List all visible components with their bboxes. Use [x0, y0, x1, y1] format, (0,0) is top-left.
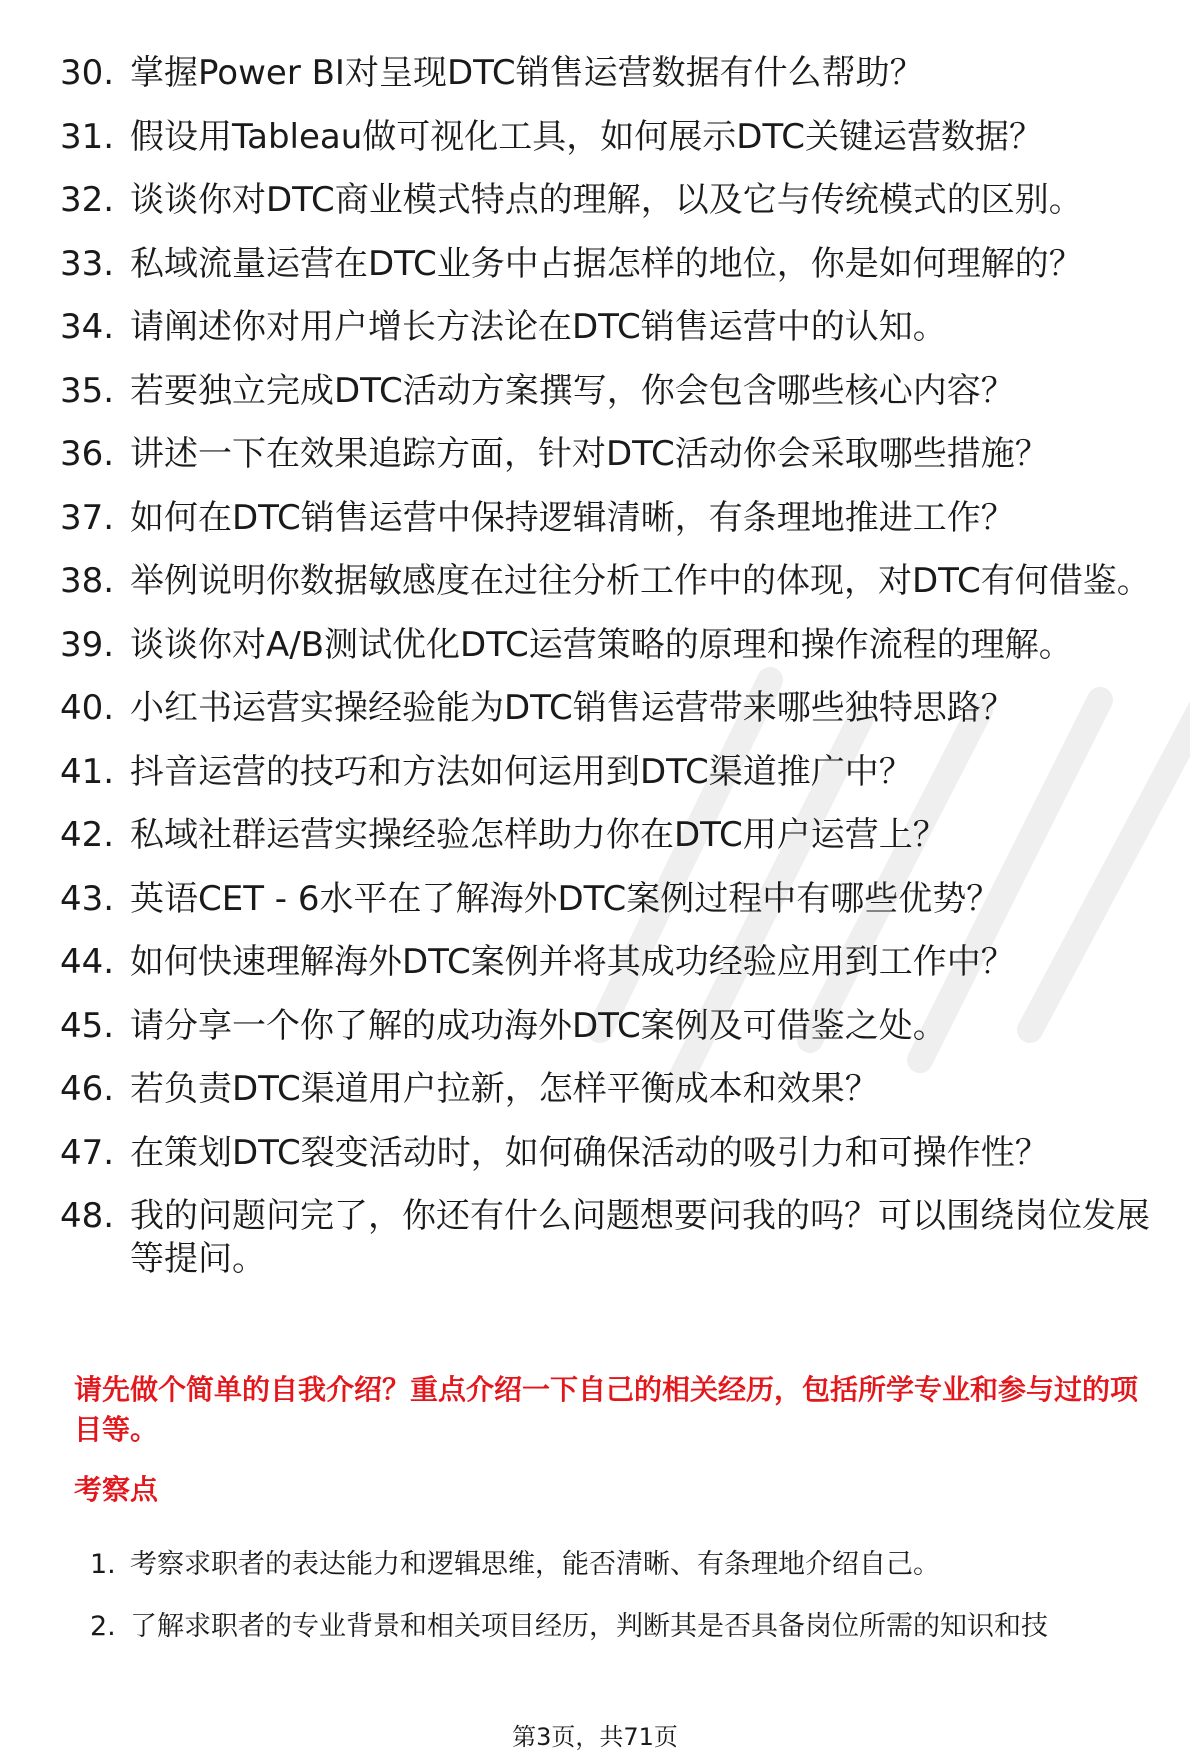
- question-number: 33.: [60, 243, 115, 284]
- point-text: 了解求职者的专业背景和相关项目经历，判断其是否具备岗位所需的知识和技: [130, 1611, 1048, 1642]
- question-text: 私域流量运营在DTC业务中占据怎样的地位，你是如何理解的？: [130, 243, 1083, 284]
- question-item: [60, 687, 1160, 730]
- section-heading: 请先做个简单的自我介绍？重点介绍一下自己的相关经历，包括所学专业和参与过的项目等。: [74, 1373, 1139, 1446]
- question-list: [60, 52, 1160, 1302]
- question-item: [60, 1005, 1160, 1048]
- question-number: 43.: [60, 878, 115, 919]
- question-item: [60, 497, 1160, 540]
- sub-heading: 考察点: [74, 1473, 159, 1506]
- point-text: 考察求职者的表达能力和逻辑思维，能否清晰、有条理地介绍自己。: [130, 1549, 940, 1580]
- question-item: [60, 624, 1160, 667]
- point-number: 1.: [90, 1549, 116, 1580]
- question-number: 42.: [60, 815, 115, 855]
- question-text: 掌握Power BI对呈现DTC销售运营数据有什么帮助？: [130, 53, 924, 93]
- assessment-point: [74, 1545, 1164, 1585]
- question-number: 32.: [60, 180, 115, 220]
- question-number: 37.: [60, 497, 115, 538]
- question-text: 请阐述你对用户增长方法论在DTC销售运营中的认知。: [130, 307, 947, 347]
- assessment-point-list: [74, 1545, 1164, 1669]
- question-text: 谈谈你对A/B测试优化DTC运营策略的原理和操作流程的理解。: [130, 624, 1073, 665]
- question-number: 45.: [60, 1005, 115, 1046]
- question-text: 在策划DTC裂变活动时，如何确保活动的吸引力和可操作性？: [130, 1132, 1049, 1173]
- question-item: [60, 878, 1160, 921]
- point-number: 2.: [90, 1611, 116, 1642]
- question-text: 若负责DTC渠道用户拉新，怎样平衡成本和效果？: [130, 1069, 879, 1109]
- question-item: [60, 1195, 1160, 1281]
- page-footer: 第3页，共71页: [512, 1723, 678, 1751]
- question-number: 31.: [60, 116, 115, 157]
- question-item: [60, 179, 1160, 222]
- question-number: 38.: [60, 561, 115, 601]
- question-text: 抖音运营的技巧和方法如何运用到DTC渠道推广中？: [130, 751, 913, 792]
- question-number: 40.: [60, 688, 115, 728]
- question-text: 如何快速理解海外DTC案例并将其成功经验应用到工作中？: [130, 942, 1015, 982]
- question-number: 34.: [60, 307, 115, 347]
- question-item: [60, 560, 1160, 603]
- question-number: 44.: [60, 942, 115, 982]
- question-text: 我的问题问完了，你还有什么问题想要问我的吗？可以围绕岗位发展等提问。: [130, 1196, 1150, 1279]
- question-number: 47.: [60, 1132, 115, 1173]
- question-text: 假设用Tableau做可视化工具，如何展示DTC关键运营数据？: [130, 116, 1044, 157]
- question-item: [60, 1068, 1160, 1111]
- question-item: [60, 433, 1160, 476]
- question-text: 如何在DTC销售运营中保持逻辑清晰，有条理地推进工作？: [130, 497, 1015, 538]
- question-number: 30.: [60, 53, 115, 93]
- question-item: [60, 370, 1160, 413]
- question-number: 35.: [60, 370, 115, 411]
- question-item: [60, 941, 1160, 984]
- question-number: 48.: [60, 1196, 115, 1236]
- question-number: 39.: [60, 624, 115, 665]
- question-item: [60, 1132, 1160, 1175]
- question-text: 私域社群运营实操经验怎样助力你在DTC用户运营上？: [130, 815, 947, 855]
- question-text: 若要独立完成DTC活动方案撰写，你会包含哪些核心内容？: [130, 370, 1015, 411]
- question-item: [60, 52, 1160, 95]
- question-text: 小红书运营实操经验能为DTC销售运营带来哪些独特思路？: [130, 688, 1015, 728]
- question-item: [60, 751, 1160, 794]
- question-text: 请分享一个你了解的成功海外DTC案例及可借鉴之处。: [130, 1005, 947, 1046]
- question-item: [60, 814, 1160, 857]
- question-item: [60, 243, 1160, 286]
- question-number: 46.: [60, 1069, 115, 1109]
- question-text: 英语CET - 6水平在了解海外DTC案例过程中有哪些优势？: [130, 878, 1001, 919]
- question-item: [60, 116, 1160, 159]
- question-item: [60, 306, 1160, 349]
- question-number: 36.: [60, 434, 115, 474]
- assessment-point: [74, 1607, 1164, 1647]
- question-text: 举例说明你数据敏感度在过往分析工作中的体现，对DTC有何借鉴。: [130, 561, 1151, 601]
- question-number: 41.: [60, 751, 115, 792]
- question-text: 谈谈你对DTC商业模式特点的理解，以及它与传统模式的区别。: [130, 180, 1083, 220]
- question-text: 讲述一下在效果追踪方面，针对DTC活动你会采取哪些措施？: [130, 434, 1049, 474]
